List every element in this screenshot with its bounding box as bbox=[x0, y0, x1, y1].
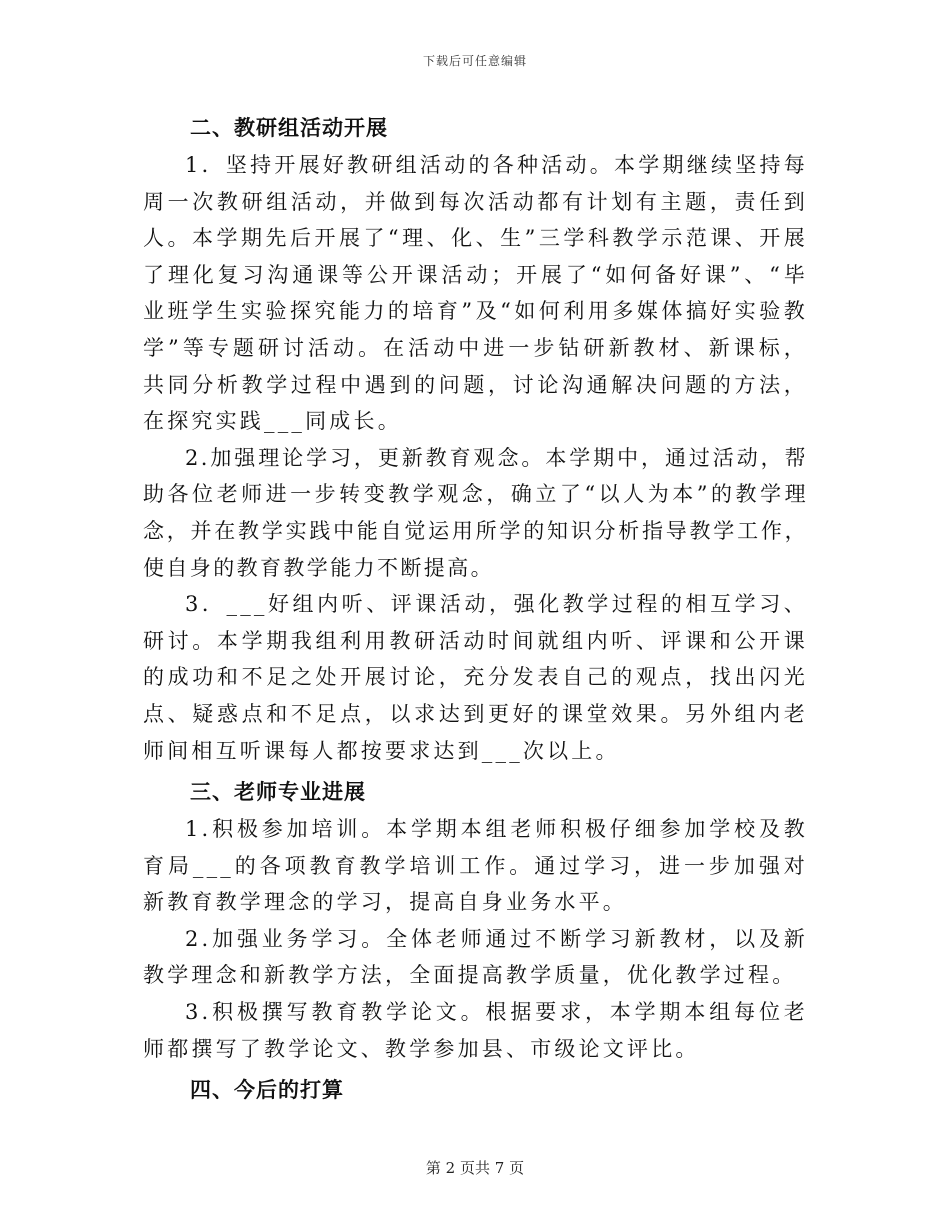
paragraph: 2.加强业务学习。全体老师通过不断学习新教材，以及新教学理念和新教学方法，全面提高教学质量，优化教学过程。 bbox=[143, 926, 808, 988]
paragraph: 3．___好组内听、评课活动，强化教学过程的相互学习、研讨。本学期我组利用教研活动时间就组内听、评课和公开课的成功和不足之处开展讨论，充分发表自己的观点，找出闪光点、疑惑点和不足点，以求达到更好的课堂效果。另外组内老师间相互听课每人都按要求达到___次以上。 bbox=[143, 592, 808, 763]
paragraph: 2.加强理论学习，更新教育观念。本学期中，通过活动，帮助各位老师进一步转变教学观念，确立了“以人为本”的教学理念，并在教学实践中能自觉运用所学的知识分析指导教学工作，使自身的教育教学能力不断提高。 bbox=[143, 445, 808, 580]
section-heading: 三、老师专业进展 bbox=[190, 779, 366, 805]
paragraph: 3.积极撰写教育教学论文。根据要求，本学期本组每位老师都撰写了教学论文、教学参加县、市级论文评比。 bbox=[143, 1000, 808, 1061]
page-header: 下载后可任意编辑 bbox=[422, 54, 527, 68]
paragraph: 1.积极参加培训。本学期本组老师积极仔细参加学校及教育局___的各项教育教学培训工作。通过学习，进一步加强对新教育教学理念的学习，提高自身业务水平。 bbox=[143, 817, 808, 915]
document-body bbox=[143, 108, 808, 1109]
paragraph: 1．坚持开展好教研组活动的各种活动。本学期继续坚持每周一次教研组活动，并做到每次活动都有计划有主题，责任到人。本学期先后开展了“理、化、生”三学科教学示范课、开展了理化复习沟通课等公开课活动；开展了“如何备好课”、“毕业班学生实验探究能力的培育”及“如何利用多媒体搞好实验教学”等专题研讨活动。在活动中进一步钻研新教材、新课标，共同分析教学过程中遇到的问题，讨论沟通解决问题的方法，在探究实践___同成长。 bbox=[143, 153, 808, 434]
section-heading: 四、今后的打算 bbox=[190, 1077, 344, 1103]
page-number: 第 2 页共 7 页 bbox=[425, 1159, 525, 1177]
section-heading: 二、教研组活动开展 bbox=[190, 115, 388, 140]
